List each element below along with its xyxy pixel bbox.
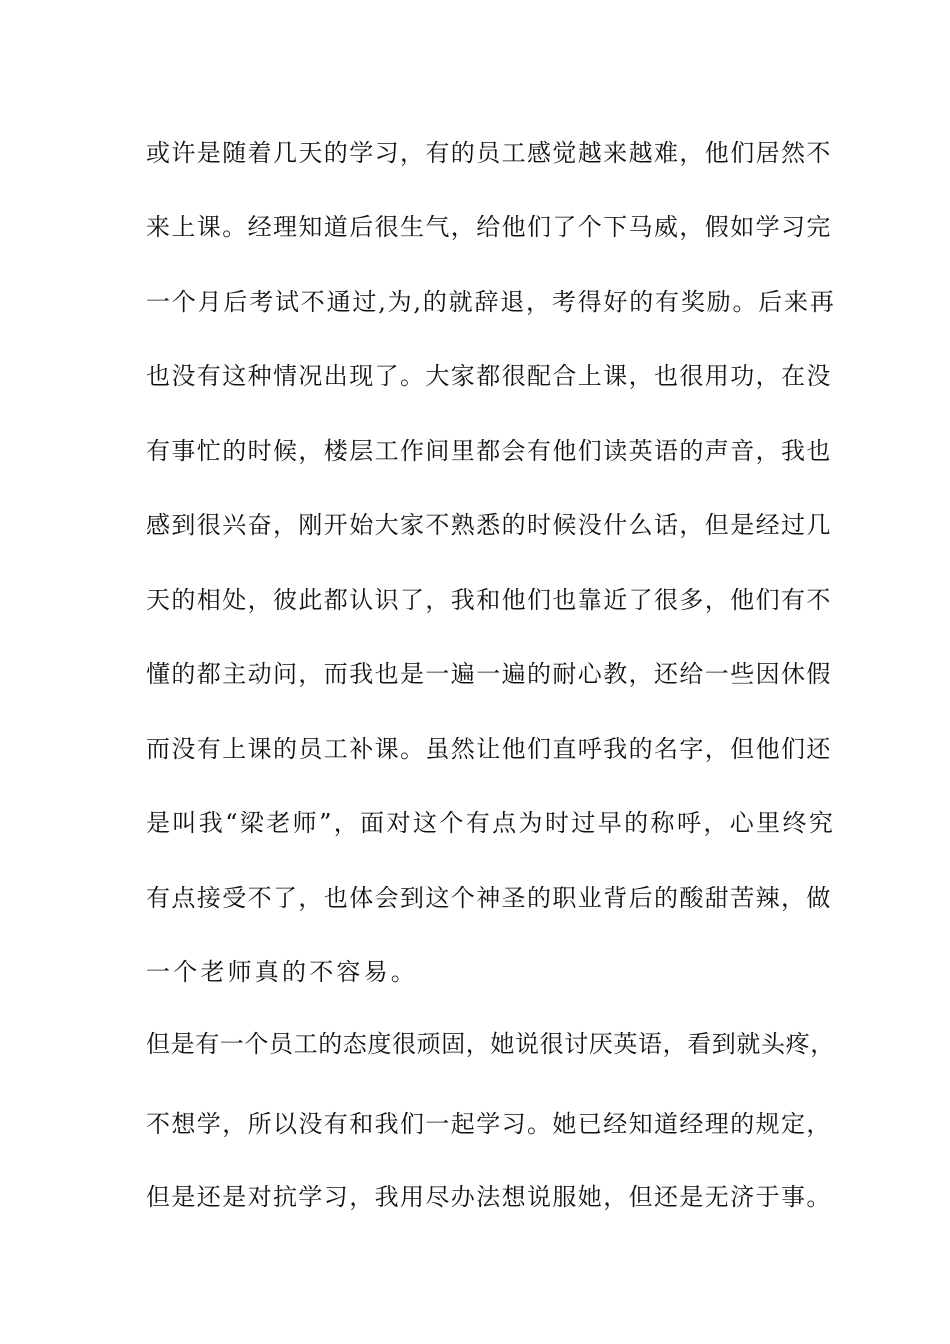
text-line: 一个月后考试不通过,为,的就辞退，考得好的有奖励。后来再 [146,288,836,316]
text-line: 而没有上课的员工补课。虽然让他们直呼我的名字，但他们还 [146,735,832,763]
text-line: 来上课。经理知道后很生气，给他们了个下马威，假如学习完 [146,213,832,241]
text-line: 感到很兴奋，刚开始大家不熟悉的时候没什么话，但是经过几 [146,511,832,539]
text-line: 有事忙的时候，楼层工作间里都会有他们读英语的声音，我也 [146,437,832,465]
text-line: 但是有一个员工的态度很顽固，她说很讨厌英语，看到就头疼， [146,1030,835,1058]
text-line: 是叫我“梁老师”，面对这个有点为时过早的称呼，心里终究 [146,809,836,837]
text-line: 懂的都主动问，而我也是一遍一遍的耐心教，还给一些因休假 [146,660,832,688]
text-line: 天的相处，彼此都认识了，我和他们也靠近了很多，他们有不 [146,586,832,614]
text-line: 或许是随着几天的学习，有的员工感觉越来越难，他们居然不 [146,139,832,167]
text-line: 但是还是对抗学习，我用尽办法想说服她，但还是无济于事。 [146,1183,832,1211]
text-line: 也没有这种情况出现了。大家都很配合上课，也很用功，在没 [146,362,832,390]
text-line: 有点接受不了，也体会到这个神圣的职业背后的酸甜苦辣，做 [146,884,832,912]
text-line: 不想学，所以没有和我们一起学习。她已经知道经理的规定， [146,1110,832,1138]
text-line: 一个老师真的不容易。 [146,958,418,986]
